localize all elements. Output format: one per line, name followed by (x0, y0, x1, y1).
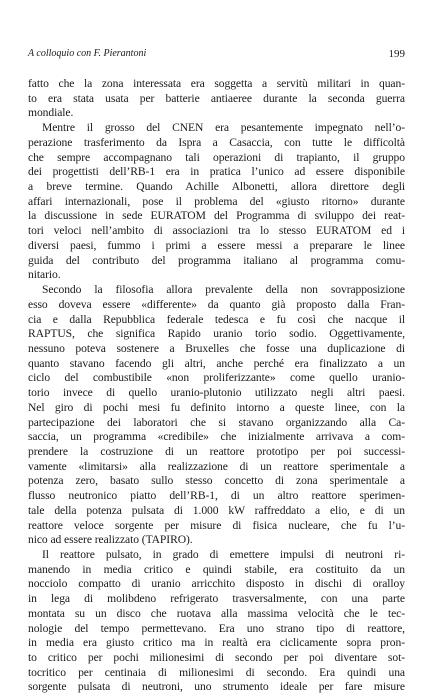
text-line: mondiale. (28, 106, 74, 120)
text-line: in media era giusto critico ma in realtà era ciclicamente sopra pron- (28, 636, 405, 650)
text-line: ciclo del combustibile «non proliferizzante» come quello uranio- (28, 371, 405, 385)
text-line: affari internazionali, pose il problema del «giusto ritorno» durante (28, 194, 405, 208)
text-line: tale della potenza pulsata di 1.000 kW raffreddato a elio, e di un (28, 503, 405, 517)
text-line: nocciolo compatto di uranio arricchito disposto in dischi di oralloy (28, 577, 405, 591)
text-line: nico ad essere realizzato (TAPIRO). (28, 533, 193, 547)
text-line: diversi paesi, fummo i primi a essere messi a preparare le linee (28, 238, 405, 252)
text-line: tori veloci nell’ambito di associazioni tra lo stesso EURATOM ed i (28, 224, 405, 238)
text-line: esso doveva essere «differente» da quanto già proposto dalla Fran- (28, 297, 405, 311)
page-number: 199 (388, 48, 405, 60)
text-line: nessuno poteva sostenere a Bruxelles che fosse una duplicazione di (28, 341, 405, 355)
running-header (28, 47, 405, 61)
text-line: in lega di molibdeno refrigerato trasversalmente, con una parte (28, 592, 405, 606)
body-text (28, 77, 405, 695)
text-line: nologie del tempo permettevano. Era uno strano tipo di reattore, (28, 621, 405, 635)
text-line: manendo in media critico e quindi stabile, era costituito da un (28, 562, 405, 576)
text-line: nitario. (28, 268, 61, 282)
text-line: vamente «limitarsi» alla realizzazione di un reattore sperimentale a (28, 459, 405, 473)
text-line: perazione trasferimento da Ispra a Casaccia, con tutte le difficoltà (28, 135, 405, 149)
text-line: dei progettisti dell’RB-1 era in pratica l’unico ad essere disponibile (28, 165, 405, 179)
text-line: torio invece di quello uranio-plutonio utilizzato negli altri paesi. (28, 386, 405, 400)
text-line: sorgente pulsata di neutroni, uno strumento ideale per fare misure (28, 680, 405, 694)
text-line: quanto stavano facendo gli altri, anche perché era finalizzato a un (28, 356, 405, 370)
text-line: a breve termine. Quando Achille Albonetti, allora direttore degli (28, 180, 405, 194)
text-line: reattore veloce sorgente per misure di fisica nucleare, che fu l’u- (28, 518, 405, 532)
text-line: tocritico per centinaia di milionesimi di secondo. Era quindi una (28, 665, 405, 679)
text-line: che sempre accompagnano tali operazioni di trapianto, il gruppo (28, 150, 405, 164)
text-line: Mentre il grosso del CNEN era pesantemente impegnato nell’o- (42, 121, 405, 135)
text-line: guida del contributo del programma italiano al programma comu- (28, 253, 405, 267)
text-line: prendere la costruzione di un reattore prototipo per poi successi- (28, 444, 405, 458)
text-line: fatto che la zona interessata era soggetta a servitù militari in quan- (28, 77, 405, 90)
text-line: saccia, un programma «credibile» che inizialmente arrivava a com- (28, 430, 405, 444)
text-line: la discussione in sede EURATOM del Programma di sviluppo dei reat- (28, 209, 405, 223)
text-line: flusso neutronico piatto dell’RB-1, di un altro reattore sperimen- (28, 489, 405, 503)
text-line: Nel giro di pochi mesi fu definito intorno a queste linee, con la (28, 400, 405, 414)
text-line: montata su un disco che ruotava alla massima velocità che le tec- (28, 606, 405, 620)
text-line: RAPTUS, che significa Rapido uranio torio sodio. Oggettivamente, (28, 327, 405, 341)
text-line: Secondo la filosofia allora prevalente della non sovrapposizione (42, 283, 405, 297)
text-line: to critico per pochi milionesimi di secondo per poi diventare sot- (28, 651, 405, 665)
text-line: cia e dalla Repubblica federale tedesca e fu così che nacque il (28, 312, 405, 326)
text-line: potenza zero, basato sullo stesso concetto di zona sperimentale a (28, 474, 405, 488)
chapter-title: A colloquio con F. Pierantoni (28, 48, 147, 59)
text-line: Il reattore pulsato, in grado di emettere impulsi di neutroni ri- (42, 548, 405, 561)
text-line: to era stata usata per batterie antiaeree durante la seconda guerra (28, 91, 405, 105)
text-line: partecipazione dei laboratori che si stavano organizzando alla Ca- (28, 415, 405, 429)
